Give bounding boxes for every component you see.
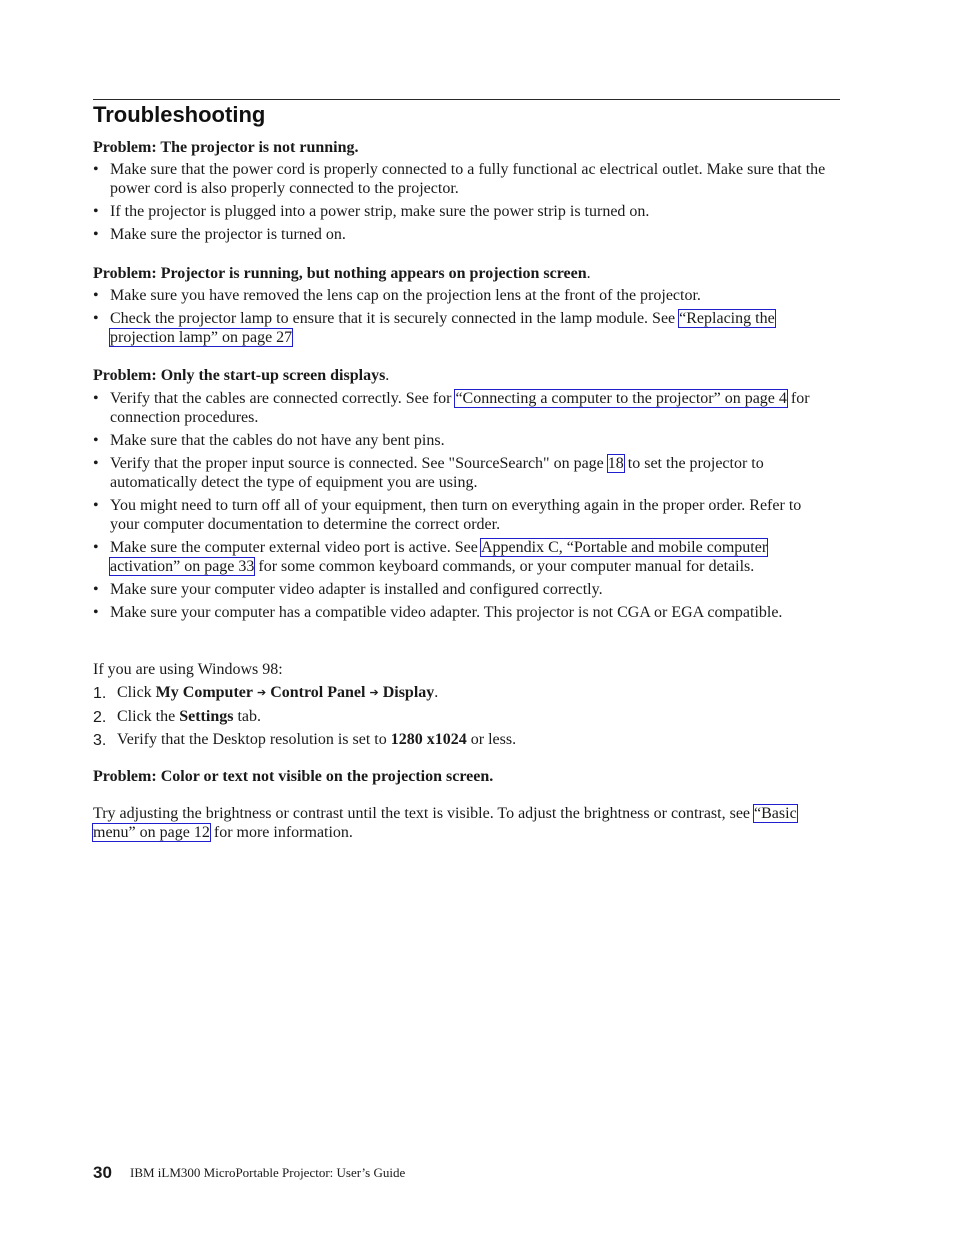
bullet-icon: • bbox=[93, 310, 99, 327]
bullet-icon: • bbox=[93, 432, 99, 449]
bullet-icon: • bbox=[93, 161, 99, 178]
bullet-icon: • bbox=[93, 497, 99, 514]
link-page-18[interactable]: 18 bbox=[607, 455, 624, 472]
problem-4-text: Try adjusting the brightness or contrast until the text is visible. To adjust the brightness or contrast, see “Basic menu” on page 12 for more information. bbox=[93, 805, 797, 841]
bullet-icon: • bbox=[93, 581, 99, 598]
list-item: • Make sure you have removed the lens cap on the projection lens at the front of the projector. bbox=[93, 287, 701, 304]
list-item: • You might need to turn off all of your equipment, then turn on everything again in the proper order. Refer to your computer documentation to determine the correct order. bbox=[93, 497, 802, 533]
list-item: • Make sure the computer external video port is active. See Appendix C, “Portable and mobile computer activation” on page 33 for some common keyboard commands, or your computer manual for details. bbox=[93, 539, 768, 575]
step-number: 1. bbox=[93, 685, 107, 702]
footer-title: IBM iLM300 MicroPortable Projector: User’s Guide bbox=[130, 1165, 406, 1180]
page-title: Troubleshooting bbox=[93, 102, 266, 127]
arrow-icon: ➔ bbox=[256, 687, 267, 699]
list-item: • Make sure that the cables do not have any bent pins. bbox=[93, 432, 445, 449]
page-number: 30 bbox=[93, 1163, 112, 1182]
bullet-icon: • bbox=[93, 539, 99, 556]
bullet-icon: • bbox=[93, 455, 99, 472]
step-2: Click the Settings tab. bbox=[117, 708, 261, 725]
list-item: • Check the projector lamp to ensure that it is securely connected in the lamp module. See “Replacing the projection lamp” on page 27 bbox=[93, 310, 775, 346]
step-1: Click My Computer ➔ Control Panel ➔ Display. bbox=[117, 684, 439, 701]
list-item: • Verify that the proper input source is connected. See "SourceSearch" on page 18 to set the projector to automatically detect the type of equipment you are using. bbox=[93, 455, 764, 491]
bullet-icon: • bbox=[93, 604, 99, 621]
windows98-intro: If you are using Windows 98: bbox=[93, 661, 283, 678]
problem-4-title: Problem: Color or text not visible on the projection screen. bbox=[93, 768, 494, 785]
link-replacing-lamp[interactable]: “Replacing the projection lamp” on page 27 bbox=[110, 310, 775, 346]
list-item: • If the projector is plugged into a power strip, make sure the power strip is turned on. bbox=[93, 203, 650, 220]
bullet-icon: • bbox=[93, 226, 99, 243]
bullet-icon: • bbox=[93, 203, 99, 220]
step-number: 3. bbox=[93, 732, 107, 749]
problem-3-title: Problem: Only the start-up screen displays. bbox=[93, 367, 390, 384]
heading-rule bbox=[93, 99, 840, 100]
list-item: • Verify that the cables are connected correctly. See for “Connecting a computer to the projector” on page 4 for connection procedures. bbox=[93, 390, 810, 426]
list-item: • Make sure your computer video adapter is installed and configured correctly. bbox=[93, 581, 603, 598]
link-basic-menu[interactable]: “Basic menu” on page 12 bbox=[93, 805, 797, 841]
link-connecting-computer[interactable]: “Connecting a computer to the projector” on page 4 bbox=[455, 390, 787, 407]
list-item: • Make sure that the power cord is properly connected to a fully functional ac electrical outlet. Make sure that the power cord is also properly connected to the projector. bbox=[93, 161, 826, 197]
list-item: • Make sure your computer has a compatible video adapter. This projector is not CGA or EGA compatible. bbox=[93, 604, 783, 621]
link-appendix-c[interactable]: Appendix C, “Portable and mobile computer activation” on page 33 bbox=[110, 539, 768, 575]
step-3: Verify that the Desktop resolution is set to 1280 x1024 or less. bbox=[117, 731, 517, 748]
bullet-icon: • bbox=[93, 390, 99, 407]
problem-1-title: Problem: The projector is not running. bbox=[93, 139, 359, 156]
step-number: 2. bbox=[93, 709, 107, 726]
arrow-icon: ➔ bbox=[369, 687, 379, 699]
list-item: • Make sure the projector is turned on. bbox=[93, 226, 346, 243]
problem-2-title: Problem: Projector is running, but nothing appears on projection screen. bbox=[93, 265, 591, 282]
bullet-icon: • bbox=[93, 287, 99, 304]
